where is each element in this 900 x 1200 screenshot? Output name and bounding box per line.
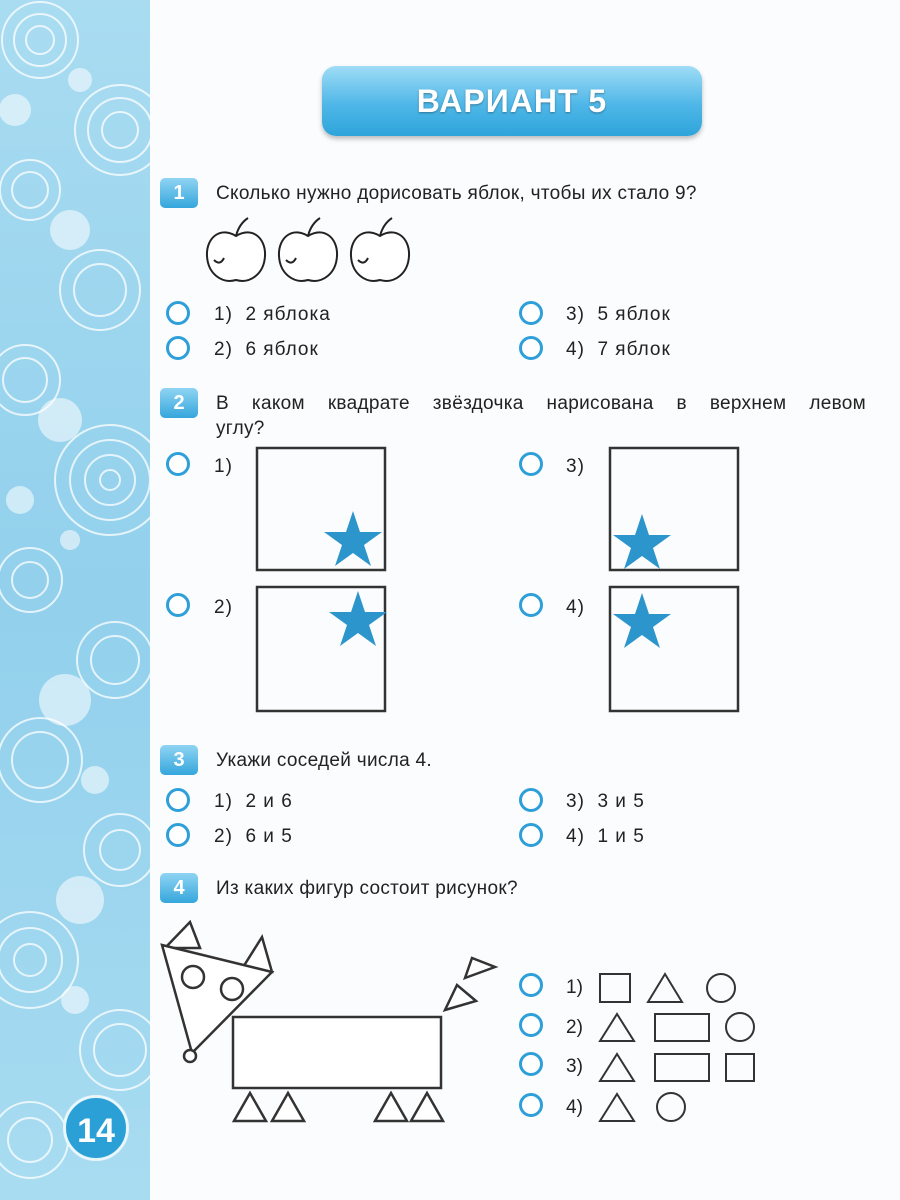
triangle-icon (600, 1014, 634, 1041)
question-2-text-line1: В каком квадрате звёздочка нарисована в верхнем левом (216, 393, 866, 414)
q4-option-2-radio[interactable] (519, 1013, 543, 1037)
star-icon (324, 511, 382, 566)
decorative-sidebar (0, 0, 150, 1200)
square-4 (610, 587, 738, 711)
q4-option-1-radio[interactable] (519, 973, 543, 997)
q4-option-4-radio[interactable] (519, 1093, 543, 1117)
leg-triangle (375, 1093, 407, 1121)
square-3 (610, 448, 738, 570)
question-1-text: Сколько нужно дорисовать яблок, чтобы их стало 9? (216, 183, 697, 204)
q1-option-2-label: 2) 6 яблок (214, 339, 319, 360)
leg-triangle (411, 1093, 443, 1121)
rectangle-icon (655, 1054, 709, 1081)
q2-option-1-radio[interactable] (166, 452, 190, 476)
leg-triangle (234, 1093, 266, 1121)
apple-icon (279, 218, 337, 281)
body-rectangle (233, 1017, 441, 1088)
q4-option-4-label: 4) (566, 1097, 583, 1118)
tail-triangle (445, 985, 476, 1010)
q3-option-2-label: 2) 6 и 5 (214, 826, 293, 847)
q3-option-1-label: 1) 2 и 6 (214, 791, 293, 812)
q3-option-1-radio[interactable] (166, 788, 190, 812)
square-1 (257, 448, 385, 570)
q4-option-1-label: 1) (566, 977, 583, 998)
q1-option-3-radio[interactable] (519, 301, 543, 325)
triangle-icon (600, 1094, 634, 1121)
q3-option-3-label: 3) 3 и 5 (566, 791, 645, 812)
q4-option-2-label: 2) (566, 1017, 583, 1038)
circle-icon (726, 1013, 754, 1041)
square-icon (726, 1054, 754, 1081)
head-triangle (162, 945, 272, 1053)
triangle-icon (600, 1054, 634, 1081)
snowflake-pattern (0, 0, 150, 1200)
q2-option-4-label: 4) (566, 597, 585, 618)
q2-option-2-radio[interactable] (166, 593, 190, 617)
ear-triangle (240, 937, 272, 972)
star-icon (329, 591, 387, 646)
q3-option-2-radio[interactable] (166, 823, 190, 847)
square-2 (257, 587, 385, 711)
q1-option-3-label: 3) 5 яблок (566, 304, 671, 325)
circle-icon (657, 1093, 685, 1121)
q2-option-3-label: 3) (566, 456, 585, 477)
eye-circle (182, 966, 204, 988)
question-2-text-line2: углу? (216, 418, 265, 439)
nose-circle (184, 1050, 196, 1062)
circle-icon (707, 974, 735, 1002)
page-number: 14 (63, 1095, 129, 1161)
variant-title: ВАРИАНТ 5 (322, 66, 702, 136)
apple-icon (207, 218, 265, 281)
q3-option-3-radio[interactable] (519, 788, 543, 812)
question-4-text: Из каких фигур состоит рисунок? (216, 878, 518, 899)
rectangle-icon (655, 1014, 709, 1041)
question-3-text: Укажи соседей числа 4. (216, 750, 432, 771)
q2-option-3-radio[interactable] (519, 452, 543, 476)
triangle-icon (648, 974, 682, 1002)
q1-option-2-radio[interactable] (166, 336, 190, 360)
question-3-number: 3 (160, 745, 198, 775)
ear-triangle (165, 922, 200, 948)
question-2-number: 2 (160, 388, 198, 418)
apple-icon (351, 218, 409, 281)
question-1-number: 1 (160, 178, 198, 208)
q1-option-4-radio[interactable] (519, 336, 543, 360)
q3-option-4-label: 4) 1 и 5 (566, 826, 645, 847)
q2-option-1-label: 1) (214, 456, 233, 477)
leg-triangle (272, 1093, 304, 1121)
q1-option-1-label: 1) 2 яблока (214, 304, 331, 325)
q4-option-3-label: 3) (566, 1056, 583, 1077)
q4-option-3-radio[interactable] (519, 1052, 543, 1076)
eye-circle (221, 978, 243, 1000)
q1-option-1-radio[interactable] (166, 301, 190, 325)
star-icon (613, 593, 671, 648)
star-icon (613, 514, 671, 569)
q1-option-4-label: 4) 7 яблок (566, 339, 671, 360)
q3-option-4-radio[interactable] (519, 823, 543, 847)
q2-option-4-radio[interactable] (519, 593, 543, 617)
question-4-number: 4 (160, 873, 198, 903)
square-icon (600, 974, 630, 1002)
q2-option-2-label: 2) (214, 597, 233, 618)
tail-triangle (465, 958, 495, 978)
